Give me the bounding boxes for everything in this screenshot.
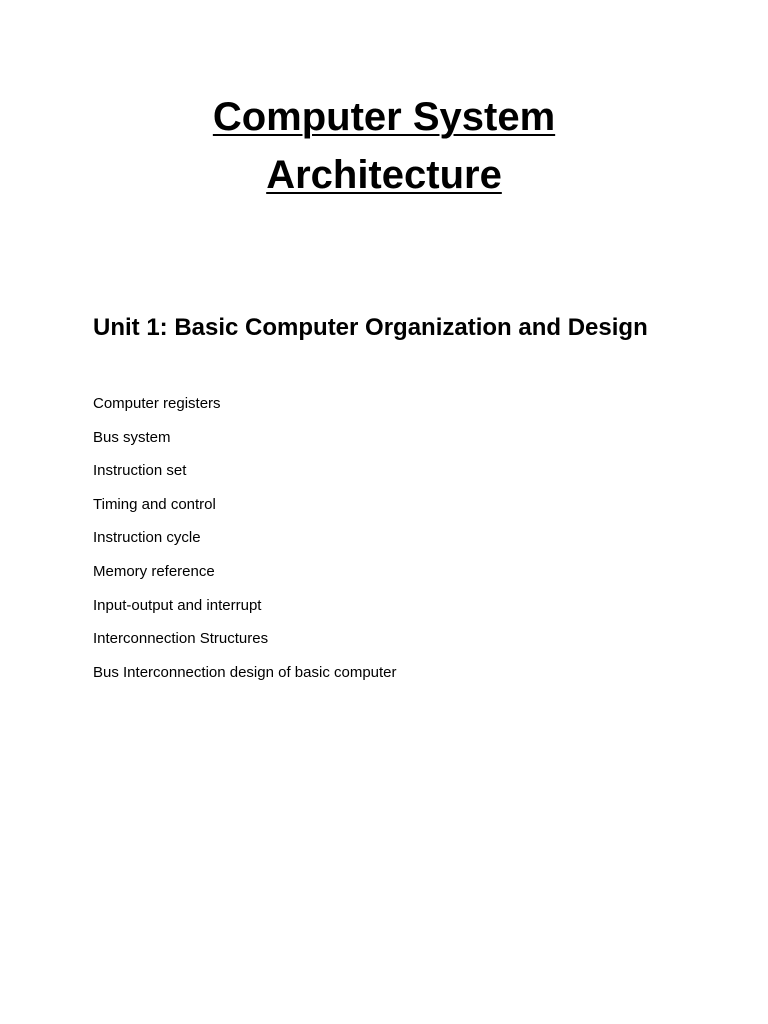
document-title-line-2: Architecture <box>266 153 502 197</box>
list-item: Memory reference <box>93 562 215 580</box>
document-title <box>0 88 768 204</box>
list-item: Bus system <box>93 428 171 446</box>
list-item: Timing and control <box>93 495 216 513</box>
list-item: Bus Interconnection design of basic computer <box>93 663 397 681</box>
topic-list <box>93 392 397 694</box>
list-item: Input-output and interrupt <box>93 596 262 614</box>
list-item: Computer registers <box>93 395 221 412</box>
list-item: Instruction set <box>93 462 187 480</box>
unit-heading: Unit 1: Basic Computer Organization and Design <box>93 314 648 341</box>
list-item: Instruction cycle <box>93 529 201 547</box>
document-title-line-1: Computer System <box>212 95 556 139</box>
list-item: Interconnection Structures <box>93 630 269 648</box>
